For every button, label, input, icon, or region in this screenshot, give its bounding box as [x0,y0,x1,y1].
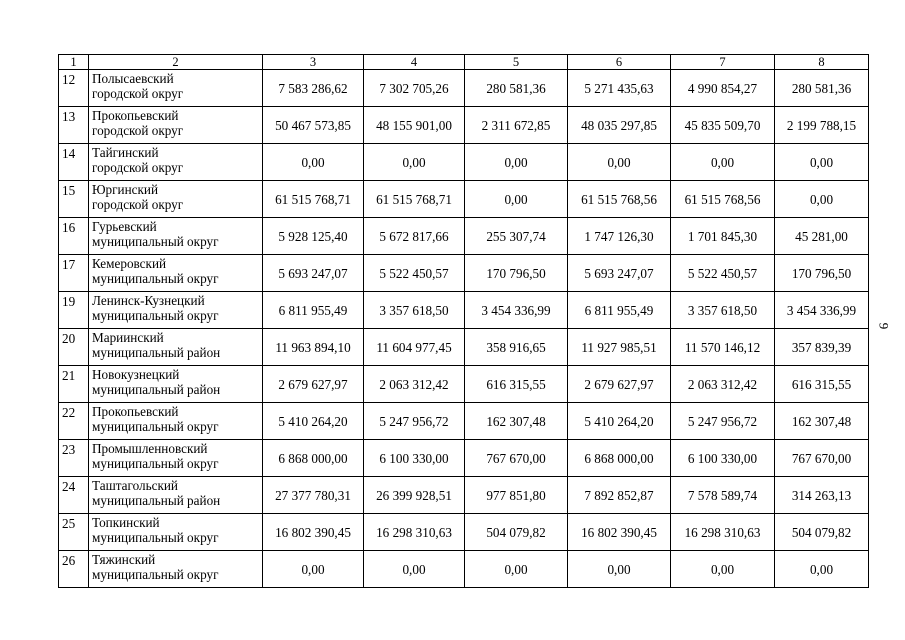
column-number: 5 [465,55,568,70]
amount-cell: 3 454 336,99 [775,292,869,329]
row-number: 20 [59,329,89,366]
amount-cell: 3 357 618,50 [364,292,465,329]
municipality-name-line2: муниципальный округ [92,271,219,286]
amount-cell: 5 522 450,57 [364,255,465,292]
municipality-name-line1: Юргинский [92,182,159,197]
amount-cell: 61 515 768,71 [364,181,465,218]
amount-cell: 5 693 247,07 [568,255,671,292]
municipality-name [89,403,263,440]
amount-cell: 50 467 573,85 [263,107,364,144]
amount-cell: 2 199 788,15 [775,107,869,144]
column-number: 3 [263,55,364,70]
amount-cell: 0,00 [568,551,671,588]
amount-cell: 0,00 [465,144,568,181]
table-row [59,329,869,366]
municipality-name-line1: Гурьевский [92,219,157,234]
municipality-name [89,255,263,292]
amount-cell: 11 927 985,51 [568,329,671,366]
municipality-name [89,107,263,144]
table-body [59,55,869,588]
amount-cell: 0,00 [671,551,775,588]
row-number: 16 [59,218,89,255]
table-row [59,144,869,181]
amount-cell: 6 100 330,00 [364,440,465,477]
amount-cell: 280 581,36 [775,70,869,107]
municipality-name [89,514,263,551]
municipality-name [89,181,263,218]
amount-cell: 3 357 618,50 [671,292,775,329]
municipality-name-line1: Топкинский [92,515,160,530]
amount-cell: 6 868 000,00 [568,440,671,477]
row-number: 14 [59,144,89,181]
municipality-name-line1: Мариинский [92,330,164,345]
amount-cell: 616 315,55 [465,366,568,403]
amount-cell: 0,00 [263,551,364,588]
amount-cell: 2 063 312,42 [671,366,775,403]
budget-table [58,54,869,588]
amount-cell: 61 515 768,56 [568,181,671,218]
amount-cell: 0,00 [465,551,568,588]
row-number: 25 [59,514,89,551]
column-number: 6 [568,55,671,70]
municipality-name-line2: муниципальный округ [92,308,219,323]
amount-cell: 977 851,80 [465,477,568,514]
municipality-name-line1: Тайгинский [92,145,159,160]
column-number-row [59,55,869,70]
table-row [59,514,869,551]
table-row [59,440,869,477]
amount-cell: 357 839,39 [775,329,869,366]
amount-cell: 45 835 509,70 [671,107,775,144]
table-row [59,477,869,514]
amount-cell: 11 604 977,45 [364,329,465,366]
municipality-name [89,551,263,588]
municipality-name-line2: городской округ [92,86,184,101]
amount-cell: 2 679 627,97 [263,366,364,403]
amount-cell: 5 247 956,72 [671,403,775,440]
amount-cell: 5 928 125,40 [263,218,364,255]
table-row [59,551,869,588]
municipality-name-line1: Тяжинский [92,552,156,567]
amount-cell: 7 583 286,62 [263,70,364,107]
municipality-name-line1: Таштагольский [92,478,178,493]
municipality-name-line1: Кемеровский [92,256,167,271]
amount-cell: 0,00 [671,144,775,181]
amount-cell: 5 693 247,07 [263,255,364,292]
amount-cell: 0,00 [568,144,671,181]
row-number: 13 [59,107,89,144]
amount-cell: 16 802 390,45 [568,514,671,551]
municipality-name-line2: городской округ [92,160,184,175]
amount-cell: 0,00 [465,181,568,218]
amount-cell: 767 670,00 [465,440,568,477]
municipality-name-line2: муниципальный округ [92,530,219,545]
municipality-name-line1: Новокузнецкий [92,367,180,382]
amount-cell: 1 701 845,30 [671,218,775,255]
amount-cell: 16 298 310,63 [364,514,465,551]
column-number: 4 [364,55,465,70]
municipality-name-line1: Прокопьевский [92,404,179,419]
amount-cell: 11 570 146,12 [671,329,775,366]
table-row [59,292,869,329]
table-row [59,255,869,292]
amount-cell: 7 578 589,74 [671,477,775,514]
row-number: 19 [59,292,89,329]
amount-cell: 358 916,65 [465,329,568,366]
amount-cell: 4 990 854,27 [671,70,775,107]
row-number: 24 [59,477,89,514]
amount-cell: 0,00 [364,144,465,181]
municipality-name-line2: муниципальный округ [92,419,219,434]
municipality-name-line2: муниципальный округ [92,456,219,471]
amount-cell: 0,00 [775,181,869,218]
amount-cell: 314 263,13 [775,477,869,514]
amount-cell: 6 811 955,49 [568,292,671,329]
row-number: 23 [59,440,89,477]
amount-cell: 5 271 435,63 [568,70,671,107]
municipality-name [89,477,263,514]
amount-cell: 1 747 126,30 [568,218,671,255]
page-number: 9 [876,322,892,330]
amount-cell: 48 155 901,00 [364,107,465,144]
amount-cell: 61 515 768,56 [671,181,775,218]
municipality-name [89,218,263,255]
municipality-name-line2: муниципальный район [92,493,221,508]
row-number: 12 [59,70,89,107]
row-number: 26 [59,551,89,588]
amount-cell: 0,00 [775,551,869,588]
table-row [59,218,869,255]
amount-cell: 6 100 330,00 [671,440,775,477]
table-row [59,403,869,440]
amount-cell: 27 377 780,31 [263,477,364,514]
table-row [59,366,869,403]
municipality-name-line1: Полысаевский [92,71,174,86]
amount-cell: 767 670,00 [775,440,869,477]
amount-cell: 5 410 264,20 [263,403,364,440]
municipality-name [89,329,263,366]
amount-cell: 61 515 768,71 [263,181,364,218]
column-number: 7 [671,55,775,70]
municipality-name-line1: Прокопьевский [92,108,179,123]
municipality-name-line2: городской округ [92,197,184,212]
amount-cell: 6 868 000,00 [263,440,364,477]
row-number: 15 [59,181,89,218]
amount-cell: 3 454 336,99 [465,292,568,329]
amount-cell: 0,00 [364,551,465,588]
amount-cell: 45 281,00 [775,218,869,255]
table-row [59,181,869,218]
amount-cell: 16 298 310,63 [671,514,775,551]
amount-cell: 504 079,82 [465,514,568,551]
row-number: 22 [59,403,89,440]
municipality-name-line2: муниципальный район [92,382,221,397]
amount-cell: 6 811 955,49 [263,292,364,329]
municipality-name-line2: городской округ [92,123,184,138]
amount-cell: 170 796,50 [465,255,568,292]
amount-cell: 255 307,74 [465,218,568,255]
municipality-name [89,292,263,329]
amount-cell: 48 035 297,85 [568,107,671,144]
municipality-name [89,440,263,477]
amount-cell: 162 307,48 [465,403,568,440]
column-number: 2 [89,55,263,70]
amount-cell: 504 079,82 [775,514,869,551]
municipality-name-line2: муниципальный округ [92,567,219,582]
row-number: 17 [59,255,89,292]
amount-cell: 2 679 627,97 [568,366,671,403]
municipality-name-line1: Ленинск-Кузнецкий [92,293,205,308]
municipality-name [89,144,263,181]
amount-cell: 2 063 312,42 [364,366,465,403]
amount-cell: 5 522 450,57 [671,255,775,292]
row-number: 21 [59,366,89,403]
amount-cell: 7 892 852,87 [568,477,671,514]
municipality-name-line2: муниципальный округ [92,234,219,249]
municipality-name [89,70,263,107]
table-row [59,70,869,107]
municipality-name [89,366,263,403]
amount-cell: 5 672 817,66 [364,218,465,255]
amount-cell: 5 247 956,72 [364,403,465,440]
amount-cell: 5 410 264,20 [568,403,671,440]
amount-cell: 11 963 894,10 [263,329,364,366]
amount-cell: 170 796,50 [775,255,869,292]
amount-cell: 16 802 390,45 [263,514,364,551]
amount-cell: 616 315,55 [775,366,869,403]
column-number: 1 [59,55,89,70]
amount-cell: 2 311 672,85 [465,107,568,144]
amount-cell: 0,00 [775,144,869,181]
municipality-name-line1: Промышленновский [92,441,208,456]
municipality-name-line2: муниципальный район [92,345,221,360]
column-number: 8 [775,55,869,70]
amount-cell: 280 581,36 [465,70,568,107]
amount-cell: 0,00 [263,144,364,181]
amount-cell: 162 307,48 [775,403,869,440]
table-row [59,107,869,144]
amount-cell: 26 399 928,51 [364,477,465,514]
amount-cell: 7 302 705,26 [364,70,465,107]
